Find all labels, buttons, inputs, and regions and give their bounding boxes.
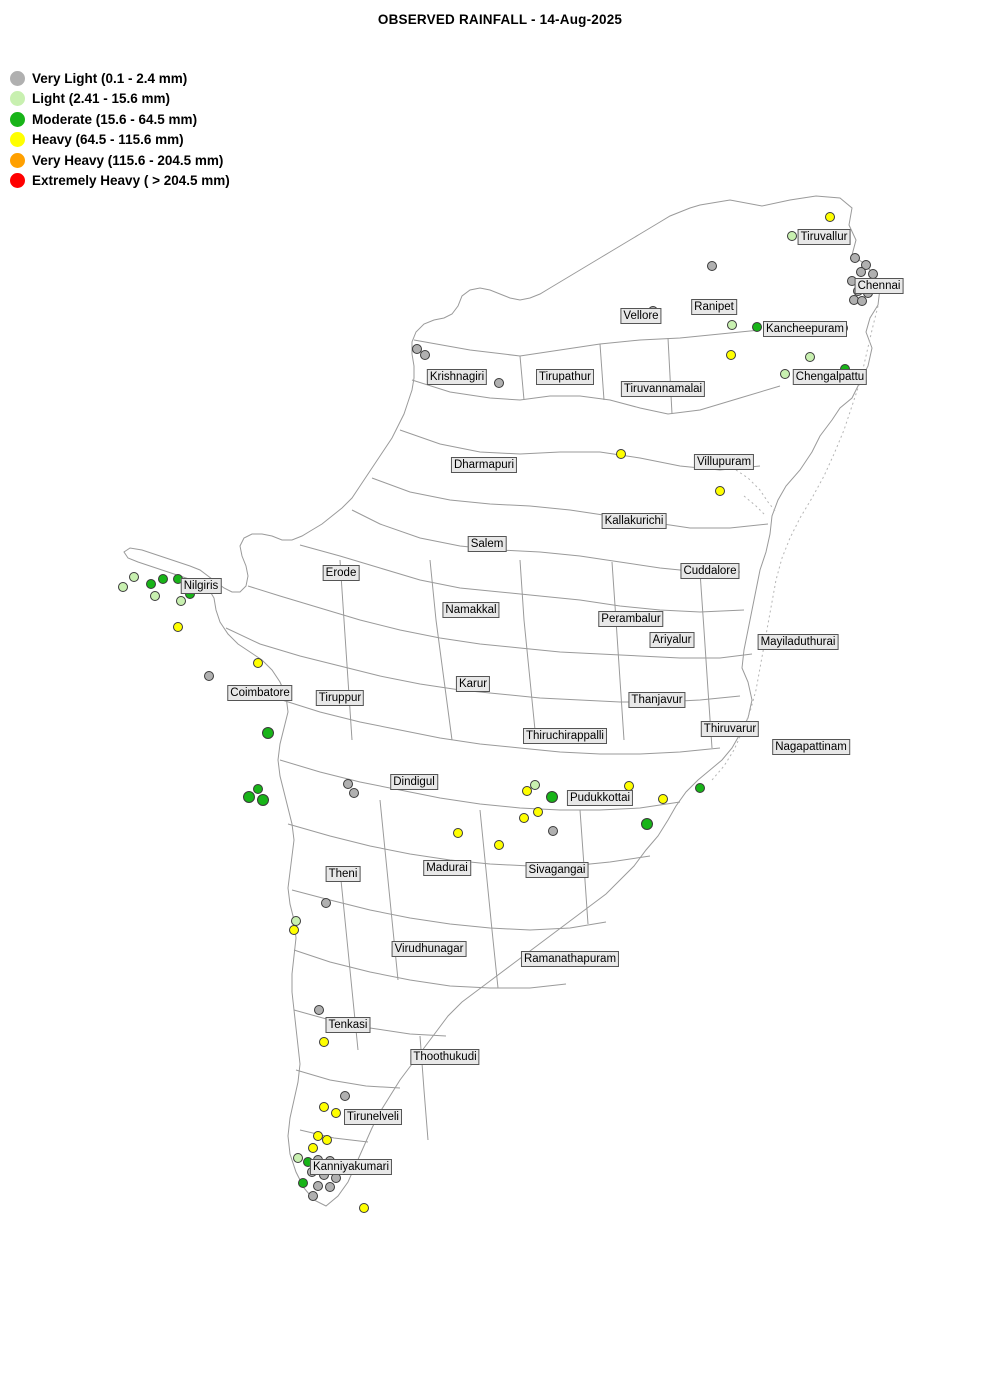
station-dot xyxy=(695,783,705,793)
district-label: Thanjavur xyxy=(628,692,685,708)
legend-item-label: Moderate (15.6 - 64.5 mm) xyxy=(32,111,198,127)
station-dot xyxy=(257,794,269,806)
station-dot xyxy=(805,352,815,362)
station-dot xyxy=(359,1203,369,1213)
station-dot xyxy=(494,840,504,850)
district-label: Kancheepuram xyxy=(763,321,847,337)
station-dot xyxy=(314,1005,324,1015)
district-label: Tiruppur xyxy=(316,690,364,706)
station-dot xyxy=(253,784,263,794)
station-dot xyxy=(262,727,274,739)
station-dot xyxy=(658,794,668,804)
station-dot xyxy=(494,378,504,388)
district-label: Dindigul xyxy=(390,774,438,790)
station-dot xyxy=(146,579,156,589)
district-label: Pudukkottai xyxy=(567,790,633,806)
district-label: Ranipet xyxy=(691,299,737,315)
district-label: Virudhunagar xyxy=(392,941,467,957)
district-label: Tirupathur xyxy=(536,369,594,385)
station-dot xyxy=(420,350,430,360)
page-title: OBSERVED RAINFALL - 14-Aug-2025 xyxy=(377,12,623,27)
station-dot xyxy=(548,826,558,836)
district-label: Theni xyxy=(326,866,361,882)
station-dot xyxy=(857,296,867,306)
district-label: Tirunelveli xyxy=(344,1109,402,1125)
station-dot xyxy=(322,1135,332,1145)
station-dot xyxy=(349,788,359,798)
district-label: Erode xyxy=(323,565,360,581)
district-label: Kallakurichi xyxy=(602,513,667,529)
district-label: Salem xyxy=(468,536,507,552)
district-label: Sivagangai xyxy=(526,862,589,878)
station-dot xyxy=(158,574,168,584)
district-label: Chengalpattu xyxy=(793,369,867,385)
station-dot xyxy=(253,658,263,668)
station-dot xyxy=(825,212,835,222)
station-dot xyxy=(308,1191,318,1201)
station-dot xyxy=(150,591,160,601)
district-label: Villupuram xyxy=(694,454,754,470)
station-dot xyxy=(118,582,128,592)
station-dot xyxy=(321,898,331,908)
district-label: Vellore xyxy=(620,308,661,324)
station-dot xyxy=(319,1037,329,1047)
station-dot xyxy=(519,813,529,823)
station-dot xyxy=(319,1102,329,1112)
station-dot xyxy=(243,791,255,803)
station-dot xyxy=(453,828,463,838)
district-label: Namakkal xyxy=(442,602,499,618)
district-label: Nagapattinam xyxy=(772,739,850,755)
station-dot xyxy=(293,1153,303,1163)
station-dot xyxy=(616,449,626,459)
district-label: Tiruvannamalai xyxy=(621,381,705,397)
district-label: Chennai xyxy=(855,278,904,294)
district-label: Thiruchirappalli xyxy=(523,728,607,744)
district-label: Cuddalore xyxy=(680,563,739,579)
district-label: Coimbatore xyxy=(227,685,292,701)
station-dot xyxy=(530,780,540,790)
station-dot xyxy=(331,1108,341,1118)
district-label: Ariyalur xyxy=(650,632,695,648)
station-dot xyxy=(707,261,717,271)
district-label: Kanniyakumari xyxy=(310,1159,392,1175)
legend-item-label: Very Light (0.1 - 2.4 mm) xyxy=(32,70,188,86)
station-dot xyxy=(340,1091,350,1101)
station-dot xyxy=(129,572,139,582)
station-dot xyxy=(533,807,543,817)
station-dot xyxy=(204,671,214,681)
station-dot xyxy=(173,622,183,632)
district-label: Thoothukudi xyxy=(410,1049,479,1065)
district-label: Ramanathapuram xyxy=(521,951,619,967)
legend-item-label: Very Heavy (115.6 - 204.5 mm) xyxy=(32,152,224,168)
district-label: Thiruvarur xyxy=(701,721,759,737)
station-dot xyxy=(641,818,653,830)
station-dot xyxy=(289,925,299,935)
station-dot xyxy=(298,1178,308,1188)
station-dot xyxy=(726,350,736,360)
station-dot xyxy=(325,1182,335,1192)
station-dot xyxy=(308,1143,318,1153)
district-label: Nilgiris xyxy=(181,578,222,594)
legend-item-label: Heavy (64.5 - 115.6 mm) xyxy=(32,132,184,148)
station-dot xyxy=(856,267,866,277)
station-dot xyxy=(546,791,558,803)
district-label: Krishnagiri xyxy=(427,369,487,385)
station-dot xyxy=(176,596,186,606)
station-dot xyxy=(313,1181,323,1191)
legend-item-label: Light (2.41 - 15.6 mm) xyxy=(32,91,171,107)
district-label: Tenkasi xyxy=(326,1017,371,1033)
district-label: Dharmapuri xyxy=(451,457,517,473)
district-label: Madurai xyxy=(423,860,471,876)
station-dot xyxy=(727,320,737,330)
station-dot xyxy=(850,253,860,263)
district-label: Perambalur xyxy=(598,611,663,627)
station-dot xyxy=(780,369,790,379)
station-dot xyxy=(752,322,762,332)
district-label: Mayiladuthurai xyxy=(758,634,839,650)
district-label: Karur xyxy=(456,676,490,692)
district-label: Tiruvallur xyxy=(798,229,851,245)
station-dot xyxy=(715,486,725,496)
legend-item-label: Extremely Heavy ( > 204.5 mm) xyxy=(32,173,230,189)
station-dot xyxy=(787,231,797,241)
